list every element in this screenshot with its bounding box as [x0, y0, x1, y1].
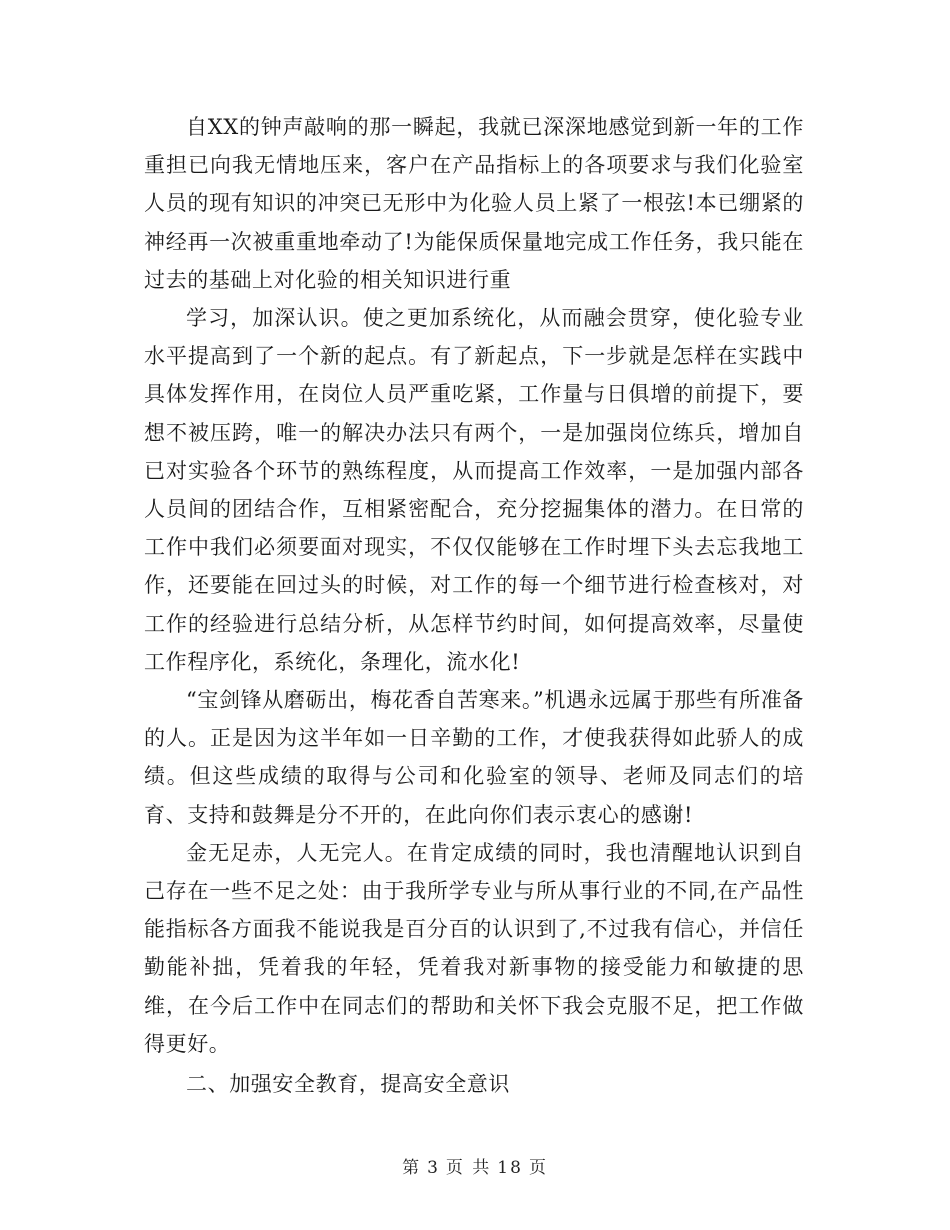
footer-suffix: 页: [528, 1158, 548, 1178]
page-footer: [0, 1153, 950, 1178]
paragraph-quote: “宝剑锋从磨砺出，梅花香自苦寒来。”机遇永远属于那些有所准备的人。正是因为这半年如一日辛勤的工作，才使我获得如此骄人的成绩。但这些成绩的取得与公司和化验室的领导、老师及同志们的培育、支持和鼓舞是分不开的，在此向你们表示衷心的感谢!: [144, 688, 804, 827]
document-body: [144, 108, 804, 1103]
footer-middle: 页 共: [445, 1158, 492, 1178]
paragraph-study: 学习，加深认识。使之更加系统化，从而融会贯穿，使化验专业水平提高到了一个新的起点。有了新起点，下一步就是怎样在实践中具体发挥作用，在岗位人员严重吃紧，工作量与日俱增的前提下，要想不被压跨，唯一的解决办法只有两个，一是加强岗位练兵，增加自已对实验各个环节的熟练程度，从而提高工作效率，一是加强内部各人员间的团结合作，互相紧密配合，充分挖掘集体的潜力。在日常的工作中我们必须要面对现实，不仅仅能够在工作时埋下头去忘我地工作，还要能在回过头的时候，对工作的每一个细节进行检查核对，对工作的经验进行总结分析，从怎样节约时间，如何提高效率，尽量使工作程序化，系统化，条理化，流水化!: [144, 306, 804, 674]
footer-page-number: 3: [427, 1158, 440, 1178]
footer-prefix: 第: [402, 1158, 422, 1178]
section-heading-safety: 二、加强安全教育，提高安全意识: [186, 1072, 510, 1097]
paragraph-intro: 自XX的钟声敲响的那一瞬起，我就已深深地感觉到新一年的工作重担已向我无情地压来，客户在产品指标上的各项要求与我们化验室人员的现有知识的冲突已无形中为化验人员上紧了一根弦!本已绷紧的神经再一次被重重地牵动了!为能保质保量地完成工作任务，我只能在过去的基础上对化验的相关知识进行重: [144, 115, 804, 292]
footer-total-pages: 18: [497, 1158, 523, 1178]
paragraph-shortcomings: 金无足赤，人无完人。在肯定成绩的同时，我也清醒地认识到自己存在一些不足之处：由于我所学专业与所从事行业的不同,在产品性能指标各方面我不能说我是百分百的认识到了,不过我有信心，并信任勤能补拙，凭着我的年轻，凭着我对新事物的接受能力和敏捷的思维，在今后工作中在同志们的帮助和关怀下我会克服不足，把工作做得更好。: [144, 840, 804, 1056]
